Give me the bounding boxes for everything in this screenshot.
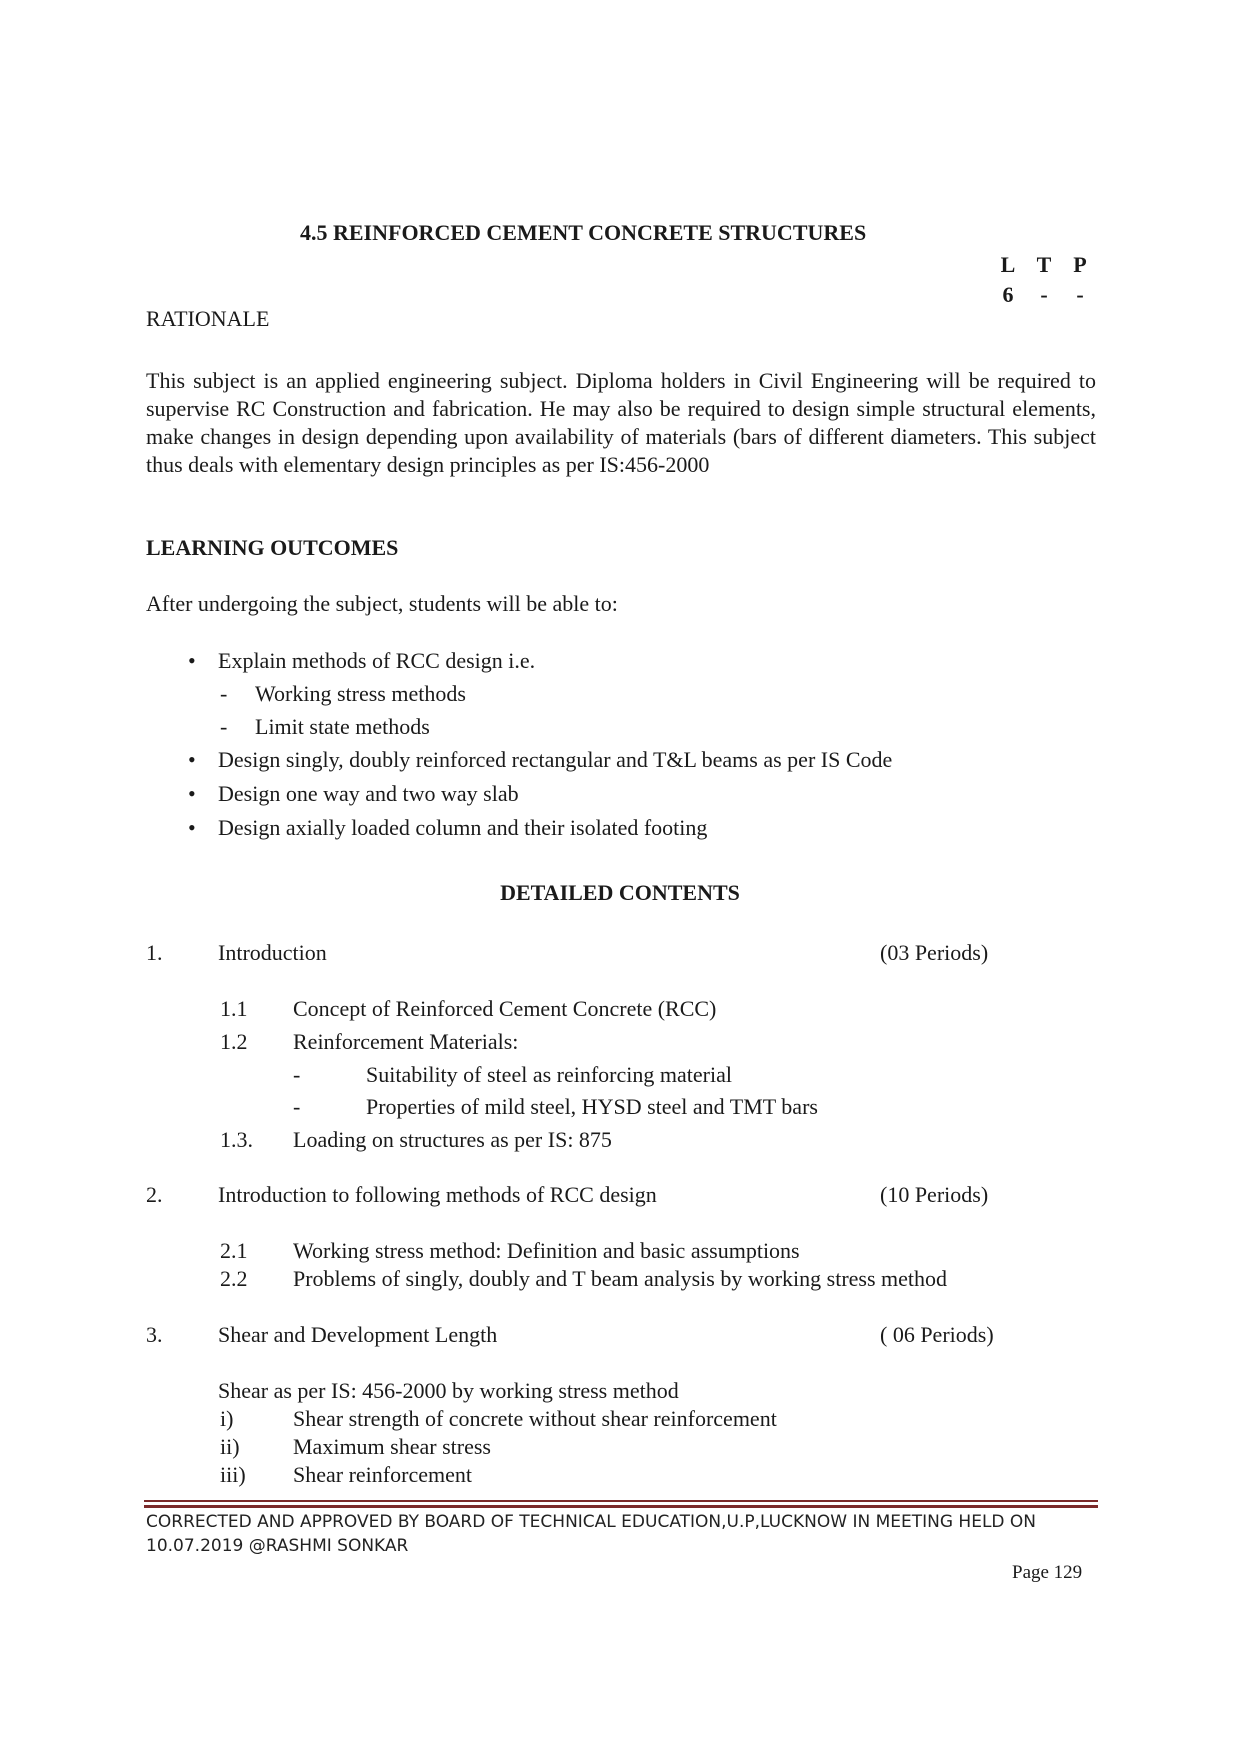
footer-approval-text: CORRECTED AND APPROVED BY BOARD OF TECHNICAL EDUCATION,U.P,LUCKNOW IN MEETING HELD ON bbox=[146, 1512, 1037, 1532]
subtopic-dash: - bbox=[293, 1062, 301, 1087]
dash-marker: - bbox=[220, 714, 228, 739]
ltp-value-l: 6 bbox=[1002, 282, 1014, 307]
bullet-marker: • bbox=[188, 815, 196, 840]
rationale-heading: RATIONALE bbox=[146, 306, 270, 331]
outcome-subitem: Working stress methods bbox=[255, 681, 466, 706]
ltp-value-row bbox=[990, 280, 1098, 310]
topic-text: Reinforcement Materials: bbox=[293, 1029, 519, 1054]
topic-text: Loading on structures as per IS: 875 bbox=[293, 1127, 612, 1152]
topic-text: Shear reinforcement bbox=[293, 1462, 472, 1487]
bullet-marker: • bbox=[188, 781, 196, 806]
footer-date-author: 10.07.2019 @RASHMI SONKAR bbox=[146, 1536, 409, 1556]
document-title: 4.5 REINFORCED CEMENT CONCRETE STRUCTURES bbox=[300, 220, 867, 245]
detailed-contents-heading: DETAILED CONTENTS bbox=[500, 880, 740, 905]
unit-title: Introduction bbox=[218, 940, 327, 965]
topic-text: Working stress method: Definition and basic assumptions bbox=[293, 1238, 800, 1263]
subtopic-dash: - bbox=[293, 1094, 301, 1119]
unit-number: 2. bbox=[146, 1182, 163, 1207]
outcome-item: Design axially loaded column and their isolated footing bbox=[218, 815, 708, 840]
outcome-subitem: Limit state methods bbox=[255, 714, 430, 739]
ltp-value-p: - bbox=[1076, 282, 1084, 307]
ltp-header-row bbox=[990, 250, 1098, 280]
topic-number: 1.1 bbox=[220, 996, 248, 1021]
learning-outcomes-heading: LEARNING OUTCOMES bbox=[146, 535, 399, 560]
ltp-header-t: T bbox=[1036, 252, 1052, 277]
outcome-item: Explain methods of RCC design i.e. bbox=[218, 648, 536, 673]
unit-intro: Shear as per IS: 456-2000 by working stress method bbox=[218, 1378, 679, 1403]
topic-number: 2.1 bbox=[220, 1238, 248, 1263]
rationale-paragraph: This subject is an applied engineering subject. Diploma holders in Civil Engineering will be required to supervise RC Construction and fabrication. He may also be required to design simple structural elements, make changes in design depending upon availability of materials (bars of different diameters. This subject thus deals with elementary design principles as per IS:456-2000 bbox=[146, 368, 1096, 477]
ltp-header-l: L bbox=[1000, 252, 1016, 277]
topic-number: ii) bbox=[220, 1434, 240, 1459]
unit-number: 1. bbox=[146, 940, 163, 965]
unit-periods: ( 06 Periods) bbox=[880, 1322, 994, 1347]
footer-divider bbox=[144, 1500, 1098, 1502]
topic-number: i) bbox=[220, 1406, 234, 1431]
topic-text: Concept of Reinforced Cement Concrete (RCC) bbox=[293, 996, 717, 1021]
dash-marker: - bbox=[220, 681, 228, 706]
learning-outcomes-intro: After undergoing the subject, students will be able to: bbox=[146, 591, 618, 616]
topic-number: iii) bbox=[220, 1462, 246, 1487]
ltp-value-t: - bbox=[1040, 282, 1048, 307]
subtopic-text: Properties of mild steel, HYSD steel and TMT bars bbox=[366, 1094, 818, 1119]
topic-text: Maximum shear stress bbox=[293, 1434, 491, 1459]
topic-text: Shear strength of concrete without shear reinforcement bbox=[293, 1406, 777, 1431]
unit-title: Introduction to following methods of RCC design bbox=[218, 1182, 657, 1207]
footer-divider bbox=[144, 1505, 1098, 1508]
ltp-header-p: P bbox=[1073, 252, 1087, 277]
unit-title: Shear and Development Length bbox=[218, 1322, 498, 1347]
unit-number: 3. bbox=[146, 1322, 163, 1347]
bullet-marker: • bbox=[188, 747, 196, 772]
unit-periods: (03 Periods) bbox=[880, 940, 989, 965]
page-number: Page 129 bbox=[1012, 1562, 1083, 1583]
topic-number: 1.3. bbox=[220, 1127, 253, 1152]
topic-number: 1.2 bbox=[220, 1029, 248, 1054]
topic-text: Problems of singly, doubly and T beam analysis by working stress method bbox=[293, 1266, 948, 1291]
outcome-item: Design singly, doubly reinforced rectangular and T&L beams as per IS Code bbox=[218, 747, 893, 772]
outcome-item: Design one way and two way slab bbox=[218, 781, 519, 806]
topic-number: 2.2 bbox=[220, 1266, 248, 1291]
subtopic-text: Suitability of steel as reinforcing material bbox=[366, 1062, 732, 1087]
ltp-table bbox=[990, 250, 1098, 310]
bullet-marker: • bbox=[188, 648, 196, 673]
unit-periods: (10 Periods) bbox=[880, 1182, 989, 1207]
